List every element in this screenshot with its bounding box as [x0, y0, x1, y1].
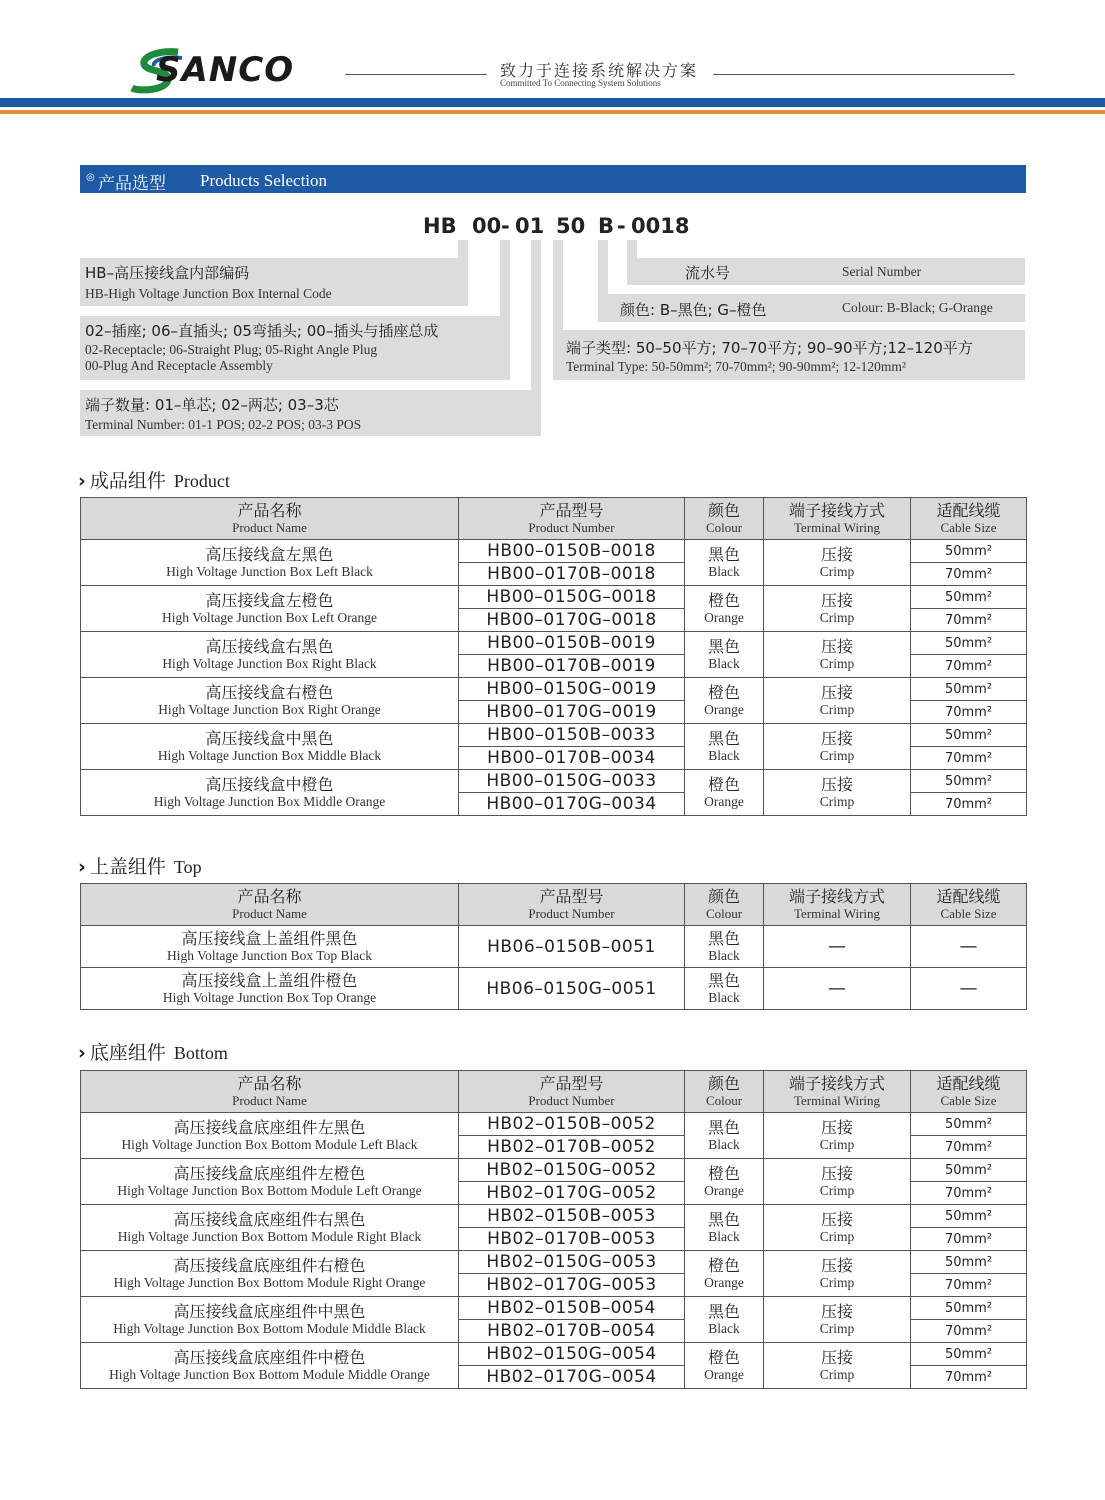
colour-en: Black [708, 947, 740, 963]
colour-en: Orange [704, 1274, 744, 1290]
col-header-colour: 颜色 Colour [685, 1071, 764, 1113]
product-name-cell [81, 1297, 459, 1343]
wiring-en: Crimp [819, 1136, 855, 1152]
header-rule-right [713, 74, 1015, 75]
slogan-cn: 致力于连接系统解决方案 [500, 61, 699, 80]
product-name-cell [81, 1343, 459, 1389]
colour-en: Orange [704, 1366, 744, 1382]
product-number-cell: HB00–0170B–0034 [459, 747, 685, 770]
wiring-cell [764, 770, 911, 816]
product-name-cell [81, 724, 459, 770]
wiring-en: Crimp [819, 793, 855, 809]
product-number-cell: HB00–0170B–0018 [459, 563, 685, 586]
code-terminal-number: 01 [515, 214, 545, 238]
product-number-cell: HB00–0150B–0019 [459, 632, 685, 655]
product-number-cell: HB02–0150B–0053 [459, 1205, 685, 1228]
section-title-en: Product [173, 471, 230, 491]
product-name-cn: 高压接线盒中黑色 [205, 728, 334, 748]
table-row [81, 1205, 1027, 1228]
table-row [81, 1297, 1027, 1320]
colour-cell [685, 1297, 764, 1343]
table-row [81, 724, 1027, 747]
product-number-cell: HB02–0170B–0052 [459, 1136, 685, 1159]
product-number-cell: HB02–0150B–0052 [459, 1113, 685, 1136]
wiring-en: Crimp [819, 563, 855, 579]
wiring-cell [764, 1343, 911, 1389]
product-name-en: High Voltage Junction Box Left Black [166, 563, 373, 579]
table-header-row [81, 1071, 1027, 1113]
colour-en: Black [708, 747, 740, 763]
header-blue-bar [0, 98, 1105, 107]
chevron-right-icon: › [78, 856, 86, 878]
product-number-cell: HB02–0170B–0054 [459, 1320, 685, 1343]
colour-cell [685, 678, 764, 724]
product-name-en: High Voltage Junction Box Bottom Module Right Black [117, 1228, 422, 1244]
cable-size-cell: — [911, 926, 1027, 968]
product-name-en: High Voltage Junction Box Bottom Module Middle Orange [109, 1366, 430, 1382]
cable-size-cell: 50mm² [911, 1113, 1027, 1136]
chevron-right-icon: › [78, 470, 86, 492]
product-name-en: High Voltage Junction Box Middle Orange [153, 793, 386, 809]
colour-cell [685, 1343, 764, 1389]
internal-code-cn: HB–高压接线盒内部编码 [85, 264, 250, 282]
colour-cn: 橙色 [707, 1163, 740, 1183]
colour-cell [685, 968, 764, 1010]
wiring-cell [764, 540, 911, 586]
colour-cell [685, 1113, 764, 1159]
cable-size-cell: 50mm² [911, 1205, 1027, 1228]
colour-en: Colour: B-Black; G-Orange [842, 300, 993, 315]
colour-cn: 黑色 [707, 1209, 740, 1229]
product-number-cell: HB02–0170G–0053 [459, 1274, 685, 1297]
col-header-cable: 适配线缆 Cable Size [911, 498, 1027, 540]
terminal-type-en: Terminal Type: 50-50mm²; 70-70mm²; 90-90mm²; 12-120mm² [566, 359, 906, 374]
product-name-en: High Voltage Junction Box Bottom Module Right Orange [113, 1274, 426, 1290]
colour-cn: 黑色 [707, 728, 740, 748]
product-name-cell [81, 1205, 459, 1251]
products-selection-bar [80, 165, 1026, 193]
selection-title-en: Products Selection [200, 171, 328, 190]
product-name-cell [81, 632, 459, 678]
section-heading-bottom [78, 1038, 228, 1065]
product-number-cell: HB02–0170G–0054 [459, 1366, 685, 1389]
cable-size-cell: 50mm² [911, 1159, 1027, 1182]
col-header-wiring: 端子接线方式 Terminal Wiring [764, 884, 911, 926]
product-name-en: High Voltage Junction Box Right Black [162, 655, 377, 671]
product-name-en: High Voltage Junction Box Top Orange [162, 989, 377, 1005]
product-name-cell [81, 678, 459, 724]
table-row [81, 770, 1027, 793]
product-name-en: High Voltage Junction Box Bottom Module Middle Black [113, 1320, 426, 1336]
cable-size-cell: 50mm² [911, 586, 1027, 609]
product-name-en: High Voltage Junction Box Left Orange [161, 609, 378, 625]
wiring-cell: — [764, 968, 911, 1010]
wiring-en: Crimp [819, 1366, 855, 1382]
product-number-cell: HB00–0150G–0019 [459, 678, 685, 701]
section-title-en: Bottom [173, 1043, 228, 1063]
wiring-en: Crimp [819, 701, 855, 717]
table-row [81, 926, 1027, 968]
colour-cn: 黑色 [707, 1301, 740, 1321]
product-name-cell [81, 1159, 459, 1205]
colour-en: Orange [704, 609, 744, 625]
product-number-cell: HB00–0150B–0033 [459, 724, 685, 747]
wiring-cell [764, 1205, 911, 1251]
cable-size-cell: 70mm² [911, 701, 1027, 724]
logo-text: SANCO [156, 50, 295, 90]
product-name-cn: 高压接线盒上盖组件黑色 [181, 928, 358, 948]
col-header-wiring: 端子接线方式 Terminal Wiring [764, 498, 911, 540]
wiring-cn: 压接 [820, 590, 853, 610]
col-header-number: 产品型号 Product Number [459, 1071, 685, 1113]
wiring-cn: 压接 [820, 1117, 853, 1137]
cable-size-cell: 50mm² [911, 632, 1027, 655]
product-name-cell [81, 968, 459, 1010]
product-number-cell: HB02–0150B–0054 [459, 1297, 685, 1320]
header-rule-left [345, 74, 487, 75]
col-header-number: 产品型号 Product Number [459, 884, 685, 926]
product-name-cn: 高压接线盒底座组件中黑色 [173, 1301, 366, 1321]
sanco-logo [130, 48, 305, 96]
type-cn: 02–插座; 06–直插头; 05弯插头; 00–插头与插座总成 [85, 322, 439, 340]
cable-size-cell: 50mm² [911, 724, 1027, 747]
product-number-cell: HB00–0150B–0018 [459, 540, 685, 563]
code-type: 00 [472, 214, 502, 238]
product-name-en: High Voltage Junction Box Bottom Module Left Black [121, 1136, 418, 1152]
cable-size-cell: 50mm² [911, 1251, 1027, 1274]
section-title-cn: 上盖组件 [89, 856, 166, 878]
product-name-cn: 高压接线盒底座组件左橙色 [173, 1163, 366, 1183]
cable-size-cell: 70mm² [911, 1320, 1027, 1343]
cable-size-cell: 50mm² [911, 770, 1027, 793]
chevron-right-icon: › [78, 1042, 86, 1064]
product-table [80, 497, 1027, 816]
colour-cn: 黑色 [707, 636, 740, 656]
bottom-table [80, 1070, 1027, 1389]
type-en-2: 00-Plug And Receptacle Assembly [85, 358, 273, 373]
colour-cn: 橙色 [707, 1347, 740, 1367]
serial-en: Serial Number [842, 264, 922, 279]
product-number-cell: HB02–0170G–0052 [459, 1182, 685, 1205]
col-header-colour: 颜色 Colour [685, 498, 764, 540]
product-name-cell [81, 586, 459, 632]
cable-size-cell: 70mm² [911, 1228, 1027, 1251]
wiring-cell [764, 678, 911, 724]
product-name-cell [81, 1113, 459, 1159]
colour-en: Orange [704, 701, 744, 717]
cable-size-cell: 70mm² [911, 1136, 1027, 1159]
cable-size-cell: 70mm² [911, 609, 1027, 632]
colour-cell [685, 926, 764, 968]
product-number-cell: HB00–0150G–0018 [459, 586, 685, 609]
cable-size-cell: — [911, 968, 1027, 1010]
cable-size-cell: 50mm² [911, 1343, 1027, 1366]
table-row [81, 1159, 1027, 1182]
selection-title-cn: 产品选型 [98, 174, 166, 194]
product-number-cell: HB02–0150G–0054 [459, 1343, 685, 1366]
product-number-cell: HB06–0150G–0051 [459, 968, 685, 1010]
wiring-en: Crimp [819, 655, 855, 671]
colour-en: Black [708, 1320, 740, 1336]
section-heading-top [78, 852, 202, 879]
section-title-en: Top [173, 857, 202, 877]
product-name-cn: 高压接线盒右黑色 [205, 636, 334, 656]
wiring-cell [764, 632, 911, 678]
col-header-colour: 颜色 Colour [685, 884, 764, 926]
product-name-en: High Voltage Junction Box Middle Black [157, 747, 382, 763]
cable-size-cell: 70mm² [911, 1182, 1027, 1205]
wiring-en: Crimp [819, 1228, 855, 1244]
wiring-cell: — [764, 926, 911, 968]
colour-cell [685, 724, 764, 770]
colour-en: Black [708, 655, 740, 671]
product-name-cn: 高压接线盒底座组件右黑色 [173, 1209, 366, 1229]
product-name-cn: 高压接线盒底座组件中橙色 [173, 1347, 366, 1367]
product-name-en: High Voltage Junction Box Top Black [167, 947, 372, 963]
product-name-cn: 高压接线盒右橙色 [205, 682, 334, 702]
wiring-cn: 压接 [820, 1163, 853, 1183]
colour-en: Black [708, 989, 740, 1005]
wiring-cn: 压接 [820, 1209, 853, 1229]
header-orange-bar [0, 110, 1105, 114]
product-number-cell: HB00–0170B–0019 [459, 655, 685, 678]
colour-cn: 黑色 [707, 928, 740, 948]
wiring-cn: 压接 [820, 774, 853, 794]
table-row [81, 540, 1027, 563]
col-header-cable: 适配线缆 Cable Size [911, 1071, 1027, 1113]
wiring-cn: 压接 [820, 1301, 853, 1321]
product-name-cn: 高压接线盒底座组件右橙色 [173, 1255, 366, 1275]
colour-cn: 橙色 [707, 1255, 740, 1275]
colour-cell [685, 632, 764, 678]
cable-size-cell: 70mm² [911, 747, 1027, 770]
code-serial: 0018 [631, 214, 690, 238]
wiring-en: Crimp [819, 1182, 855, 1198]
product-number-cell: HB00–0170G–0034 [459, 793, 685, 816]
wiring-cn: 压接 [820, 1347, 853, 1367]
colour-cn: 黑色 [707, 970, 740, 990]
wiring-cn: 压接 [820, 636, 853, 656]
cable-size-cell: 70mm² [911, 1274, 1027, 1297]
code-colour: B [598, 214, 615, 238]
product-name-cell [81, 770, 459, 816]
section-title-cn: 底座组件 [89, 1042, 166, 1064]
colour-en: Black [708, 1136, 740, 1152]
product-number-cell: HB06–0150B–0051 [459, 926, 685, 968]
wiring-cell [764, 1113, 911, 1159]
wiring-cell [764, 586, 911, 632]
product-name-cell [81, 540, 459, 586]
code-terminal-type: 50 [556, 214, 586, 238]
wiring-en: Crimp [819, 747, 855, 763]
cable-size-cell: 70mm² [911, 563, 1027, 586]
product-number-cell: HB00–0170G–0019 [459, 701, 685, 724]
product-number-cell: HB02–0150G–0052 [459, 1159, 685, 1182]
table-row [81, 968, 1027, 1010]
product-name-en: High Voltage Junction Box Bottom Module Left Orange [117, 1182, 422, 1198]
wiring-cn: 压接 [820, 682, 853, 702]
terminal-number-cn: 端子数量: 01–单芯; 02–两芯; 03–3芯 [85, 396, 339, 414]
type-en-1: 02-Receptacle; 06-Straight Plug; 05-Right Angle Plug [85, 342, 378, 357]
colour-cell [685, 1251, 764, 1297]
cable-size-cell: 50mm² [911, 1297, 1027, 1320]
product-name-cn: 高压接线盒中橙色 [205, 774, 334, 794]
col-header-name: 产品名称 Product Name [81, 884, 459, 926]
table-row [81, 1343, 1027, 1366]
wiring-cn: 压接 [820, 1255, 853, 1275]
colour-cn: 黑色 [707, 544, 740, 564]
section-title-cn: 成品组件 [89, 470, 166, 492]
product-name-cn: 高压接线盒上盖组件橙色 [181, 970, 358, 990]
cable-size-cell: 70mm² [911, 655, 1027, 678]
cable-size-cell: 70mm² [911, 1366, 1027, 1389]
wiring-cell [764, 1251, 911, 1297]
table-header-row [81, 884, 1027, 926]
product-number-cell: HB00–0150G–0033 [459, 770, 685, 793]
colour-cn: 橙色 [707, 590, 740, 610]
colour-en: Black [708, 1228, 740, 1244]
colour-cn: 橙色 [707, 682, 740, 702]
colour-cell [685, 586, 764, 632]
cable-size-cell: 50mm² [911, 540, 1027, 563]
table-row [81, 1113, 1027, 1136]
cable-size-cell: 50mm² [911, 678, 1027, 701]
code-dash-1: - [501, 214, 510, 238]
code-dash-2: - [617, 214, 626, 238]
col-header-wiring: 端子接线方式 Terminal Wiring [764, 1071, 911, 1113]
product-number-cell: HB02–0150G–0053 [459, 1251, 685, 1274]
colour-cell [685, 1159, 764, 1205]
colour-cell [685, 1205, 764, 1251]
product-number-cell: HB02–0170B–0053 [459, 1228, 685, 1251]
product-name-cell [81, 926, 459, 968]
wiring-en: Crimp [819, 1274, 855, 1290]
product-name-cn: 高压接线盒左黑色 [205, 544, 334, 564]
col-header-name: 产品名称 Product Name [81, 1071, 459, 1113]
col-header-cable: 适配线缆 Cable Size [911, 884, 1027, 926]
terminal-number-en: Terminal Number: 01-1 POS; 02-2 POS; 03-3 POS [85, 417, 362, 432]
table-row [81, 1251, 1027, 1274]
product-number-cell: HB00–0170G–0018 [459, 609, 685, 632]
colour-cn: 颜色: B–黑色; G–橙色 [620, 301, 767, 319]
product-name-cn: 高压接线盒左橙色 [205, 590, 334, 610]
section-heading-product [78, 466, 230, 493]
product-name-cn: 高压接线盒底座组件左黑色 [173, 1117, 366, 1137]
col-header-number: 产品型号 Product Number [459, 498, 685, 540]
colour-cell [685, 540, 764, 586]
table-header-row [81, 498, 1027, 540]
colour-cn: 橙色 [707, 774, 740, 794]
colour-cn: 黑色 [707, 1117, 740, 1137]
bullet-icon: ◎ [86, 172, 95, 183]
wiring-cell [764, 1297, 911, 1343]
wiring-en: Crimp [819, 1320, 855, 1336]
colour-en: Orange [704, 793, 744, 809]
terminal-type-cn: 端子类型: 50–50平方; 70–70平方; 90–90平方;12–120平方 [566, 339, 973, 357]
product-name-en: High Voltage Junction Box Right Orange [158, 701, 381, 717]
serial-cn: 流水号 [685, 264, 731, 282]
wiring-cn: 压接 [820, 728, 853, 748]
top-table [80, 883, 1027, 1010]
table-row [81, 586, 1027, 609]
colour-cell [685, 770, 764, 816]
wiring-en: Crimp [819, 609, 855, 625]
col-header-name: 产品名称 Product Name [81, 498, 459, 540]
wiring-cell [764, 724, 911, 770]
internal-code-en: HB-High Voltage Junction Box Internal Code [85, 286, 332, 301]
product-name-cell [81, 1251, 459, 1297]
cable-size-cell: 70mm² [911, 793, 1027, 816]
colour-en: Orange [704, 1182, 744, 1198]
wiring-cell [764, 1159, 911, 1205]
code-hb: HB [423, 214, 457, 238]
table-row [81, 632, 1027, 655]
table-row [81, 678, 1027, 701]
slogan-en: Committed To Connecting System Solutions [500, 78, 661, 88]
colour-en: Black [708, 563, 740, 579]
wiring-cn: 压接 [820, 544, 853, 564]
